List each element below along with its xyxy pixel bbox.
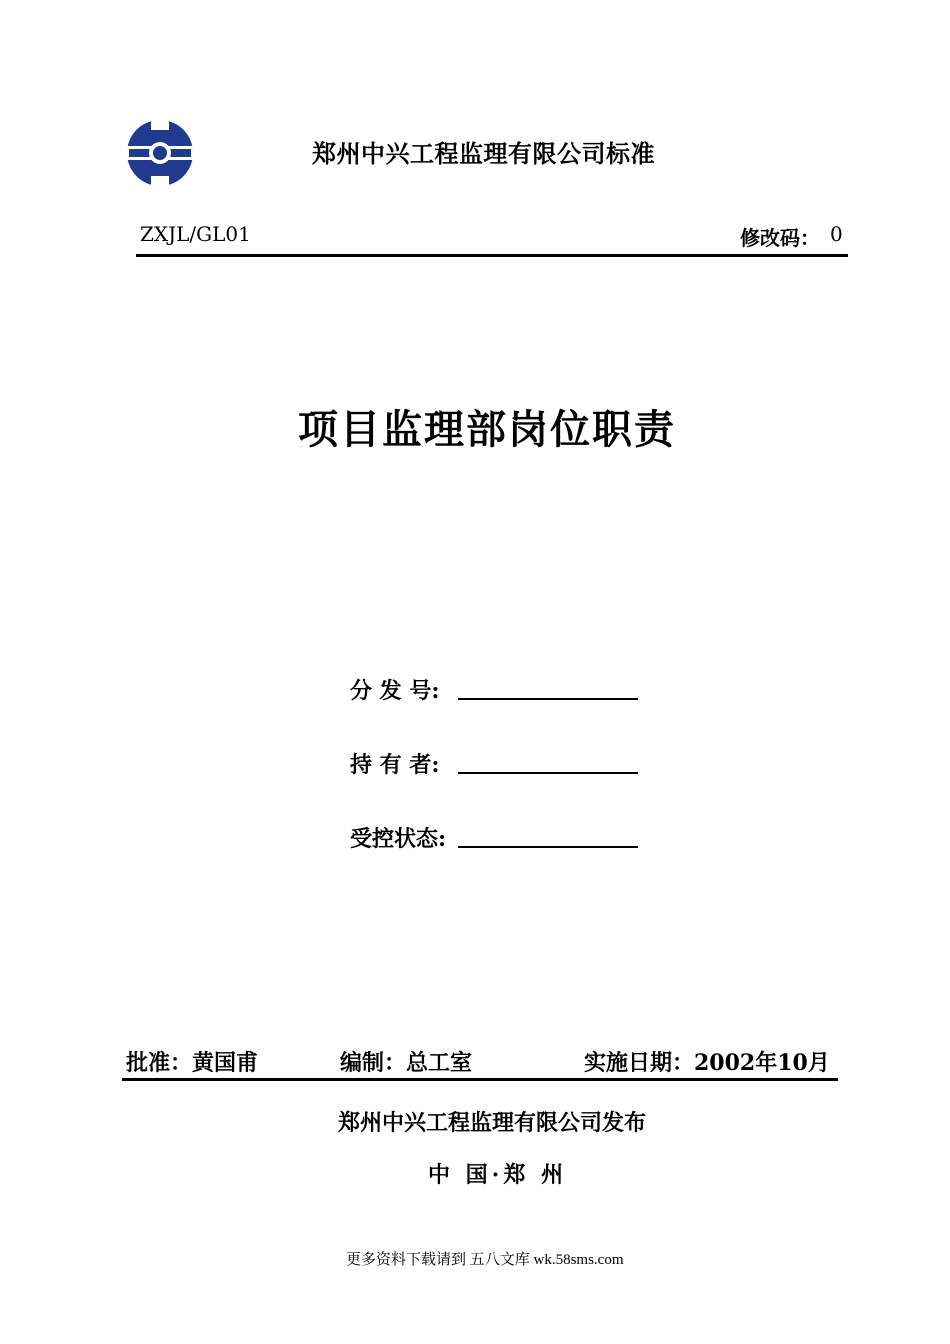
distribution-number-label: 分 发 号: (350, 678, 440, 704)
header-divider (136, 254, 848, 257)
effective-date-text: 实施日期：2002年10月 (584, 1050, 830, 1076)
company-standard-title: 郑州中兴工程监理有限公司标准 (312, 139, 655, 168)
footer-divider (122, 1078, 838, 1081)
document-title: 项目监理部岗位职责 (298, 406, 676, 453)
watermark-text: 更多资料下载请到 五八文库 wk.58sms.com (346, 1252, 624, 1268)
document-code: ZXJL/GL01 (140, 222, 251, 246)
holder-label: 持 有 者: (350, 752, 440, 778)
control-status-label: 受控状态: (350, 826, 447, 852)
approval-text: 批准：黄国甫 (126, 1050, 259, 1076)
revision-label: 修改码： (740, 226, 820, 250)
holder-line (458, 772, 638, 774)
revision-value: 0 (830, 222, 843, 246)
location-text: 中 国·郑 州 (428, 1162, 567, 1188)
control-status-line (458, 846, 638, 848)
company-logo (125, 118, 195, 188)
publisher-text: 郑州中兴工程监理有限公司发布 (338, 1110, 647, 1136)
distribution-number-line (458, 698, 638, 700)
compiled-by-text: 编制：总工室 (340, 1050, 473, 1076)
